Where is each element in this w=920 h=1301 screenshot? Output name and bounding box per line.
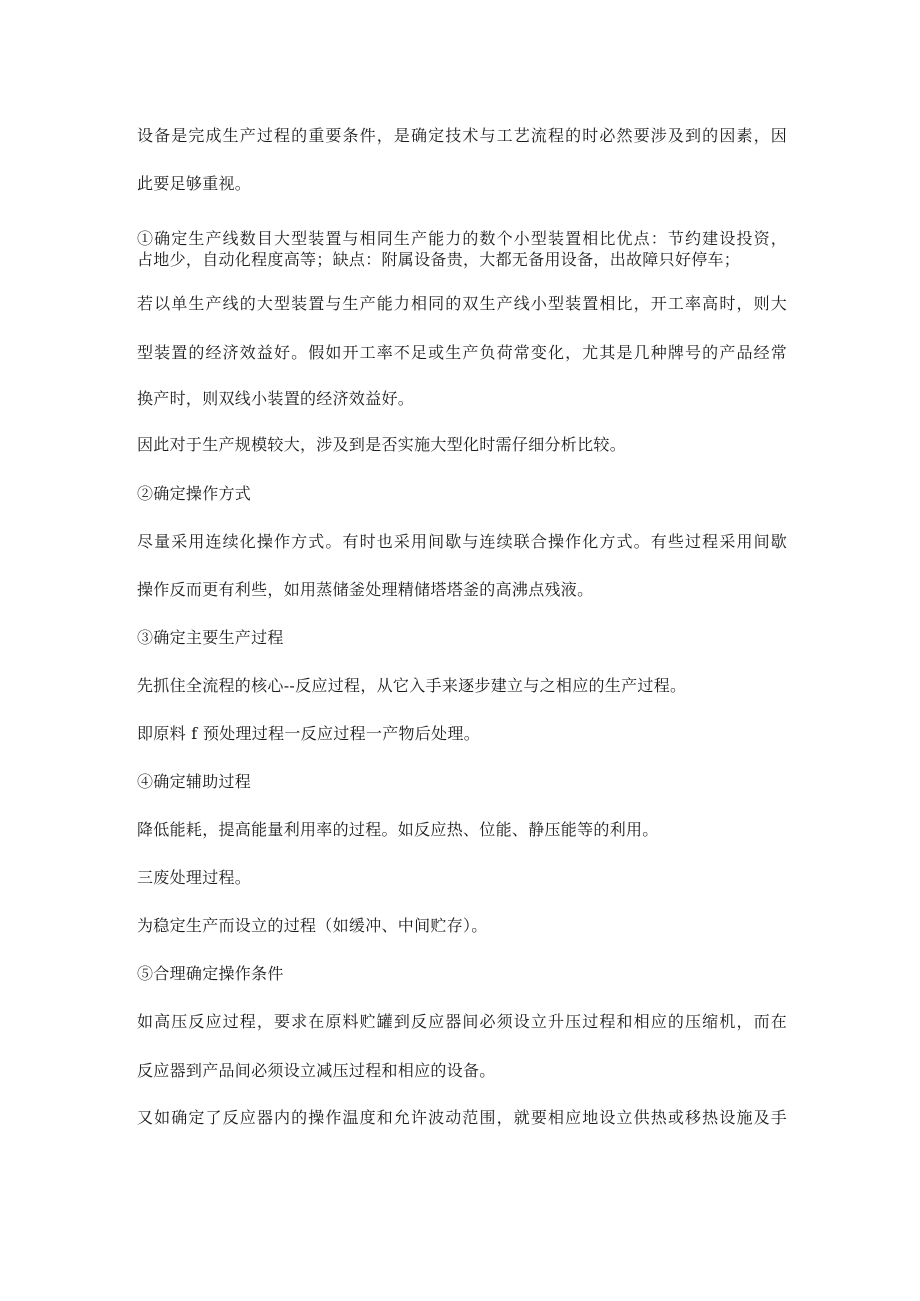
section-heading: ②确定操作方式 [137, 484, 252, 503]
paragraph-line: 此要足够重视。 [137, 174, 252, 193]
paragraph-line: 即原料 f 预处理过程一反应过程一产物后处理。 [137, 724, 480, 743]
paragraph-line: 型装置的经济效益好。假如开工率不足或生产负荷常变化，尤其是几种牌号的产品经常 [137, 343, 787, 362]
paragraph-line: 占地少，自动化程度高等；缺点：附属设备贵，大都无备用设备，出故障只好停车； [137, 250, 741, 269]
section-heading: ⑤合理确定操作条件 [137, 964, 284, 983]
paragraph-line: 若以单生产线的大型装置与生产能力相同的双生产线小型装置相比，开工率高时，则大 [137, 294, 787, 313]
paragraph-line: 因此对于生产规模较大，涉及到是否实施大型化时需仔细分析比较。 [137, 435, 627, 454]
paragraph-line: 为稳定生产而设立的过程（如缓冲、中间贮存）。 [137, 916, 488, 935]
paragraph-line: 设备是完成生产过程的重要条件，是确定技术与工艺流程的时必然要涉及到的因素，因 [137, 126, 787, 145]
paragraph-line: 如高压反应过程，要求在原料贮罐到反应器间必须设立升压过程和相应的压缩机，而在 [137, 1012, 787, 1031]
paragraph-line: 尽量采用连续化操作方式。有时也采用间歇与连续联合操作化方式。有些过程采用间歇 [137, 532, 787, 551]
paragraph-line: 换产时，则双线小装置的经济效益好。 [137, 389, 415, 408]
paragraph-line: ①确定生产线数目大型装置与相同生产能力的数个小型装置相比优点：节约建设投资， [137, 229, 787, 248]
section-heading: ③确定主要生产过程 [137, 628, 284, 647]
paragraph-line: 降低能耗，提高能量利用率的过程。如反应热、位能、静压能等的利用。 [137, 820, 659, 839]
paragraph-line: 操作反而更有利些，如用蒸储釜处理精储塔塔釜的高沸点残液。 [137, 580, 594, 599]
paragraph-line: 三废处理过程。 [137, 868, 252, 887]
paragraph-line: 又如确定了反应器内的操作温度和允许波动范围，就要相应地设立供热或移热设施及手 [137, 1108, 787, 1127]
paragraph-line: 先抓住全流程的核心--反应过程，从它入手来逐步建立与之相应的生产过程。 [137, 676, 687, 695]
section-heading: ④确定辅助过程 [137, 772, 252, 791]
paragraph-line: 反应器到产品间必须设立减压过程和相应的设备。 [137, 1061, 496, 1080]
